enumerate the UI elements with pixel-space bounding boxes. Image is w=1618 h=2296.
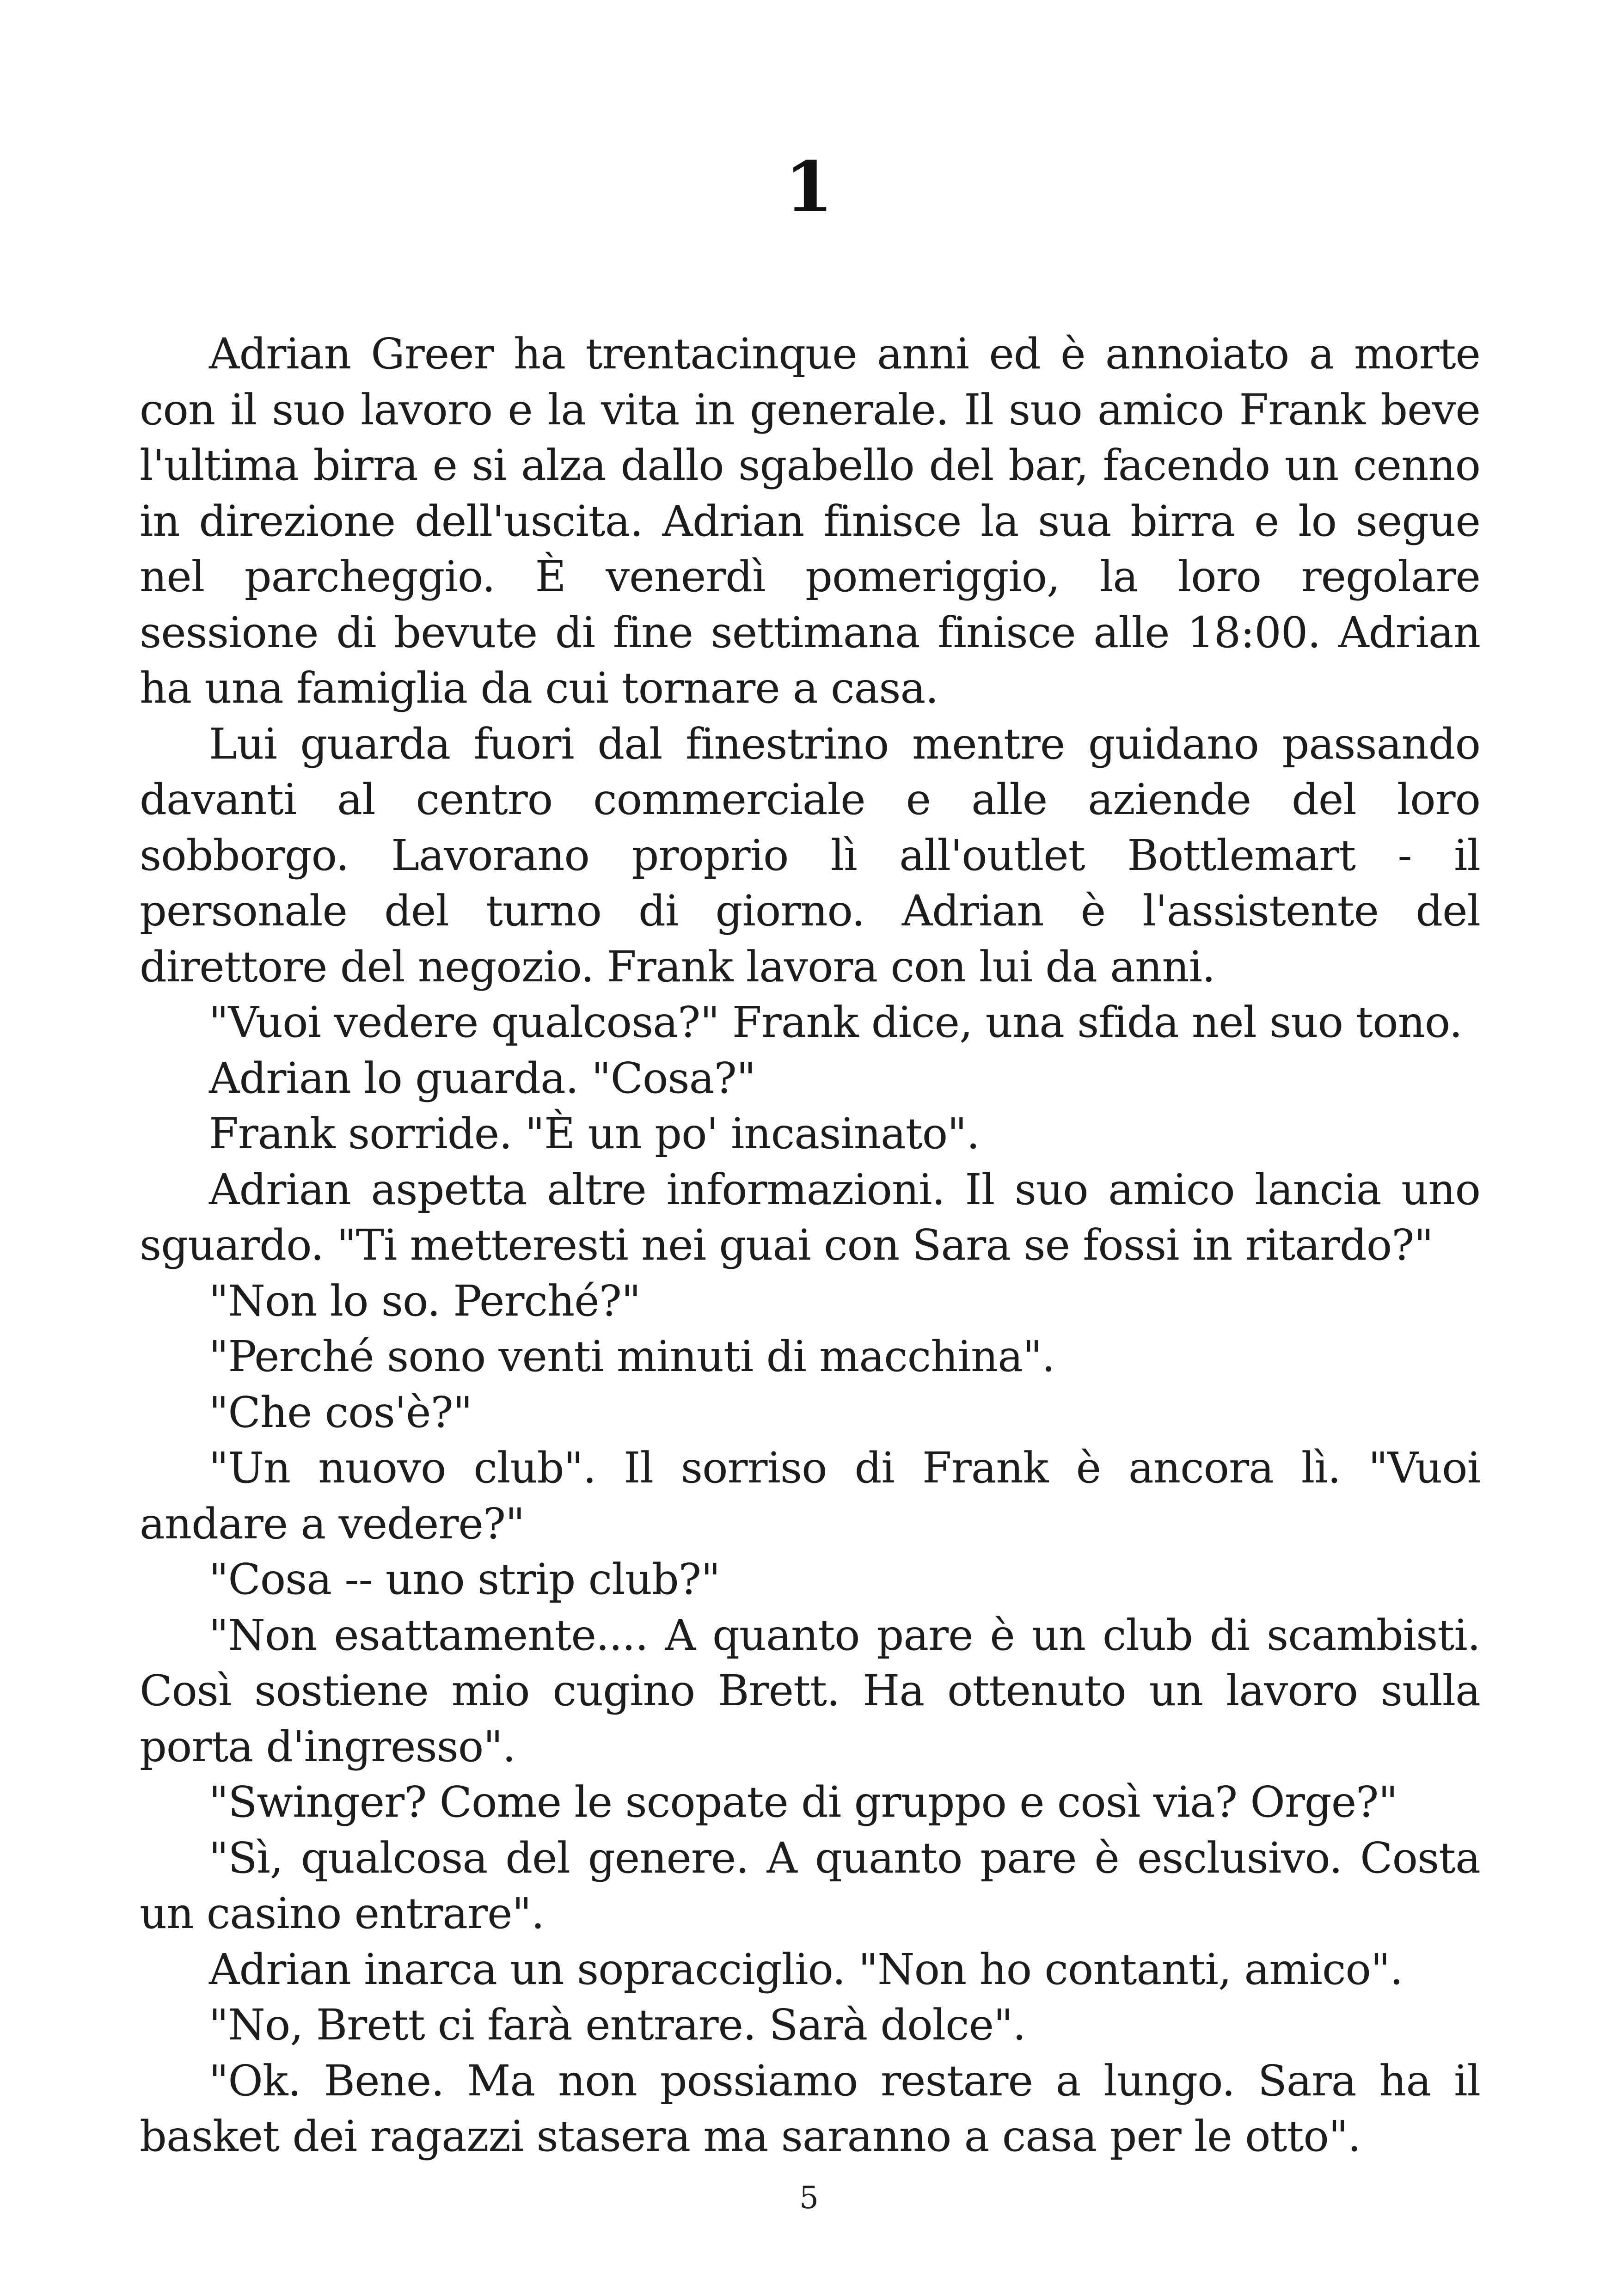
paragraph: "Sì, qualcosa del genere. A quanto pare è esclusivo. Costa un casino entrare". <box>140 1833 1480 1938</box>
paragraph: Adrian aspetta altre informazioni. Il suo amico lancia uno sguardo. "Ti metteresti nei guai con Sara se fossi in ritardo?" <box>140 1164 1480 1270</box>
paragraph: "Non lo so. Perché?" <box>209 1276 641 1326</box>
paragraph: Lui guarda fuori dal finestrino mentre guidano passando davanti al centro commerciale e alle aziende del loro sobborgo. Lavorano proprio lì all'outlet Bottlemart - il personale del turno di giorno. Adrian è l'assistente del direttore del negozio. Frank lavora con lui da anni. <box>140 719 1480 992</box>
paragraph: "Non esattamente.... A quanto pare è un club di scambisti. Così sostiene mio cugino Brett. Ha ottenuto un lavoro sulla porta d'ingresso". <box>140 1610 1480 1771</box>
paragraph: Adrian inarca un sopracciglio. "Non ho contanti, amico". <box>209 1944 1403 1994</box>
paragraph: "Che cos'è?" <box>209 1387 472 1437</box>
paragraph: Frank sorride. "È un po' incasinato". <box>209 1109 980 1158</box>
paragraph: "No, Brett ci farà entrare. Sarà dolce". <box>209 2000 1026 2050</box>
paragraph: "Perché sono venti minuti di macchina". <box>209 1332 1055 1381</box>
paragraph: Adrian Greer ha trentacinque anni ed è annoiato a morte con il suo lavoro e la vita in generale. Il suo amico Frank beve l'ultima birra e si alza dallo sgabello del bar, facendo un cenno in direzione dell'uscita. Adrian finisce la sua birra e lo segue nel parcheggio. È venerdì pomeriggio, la loro regolare sessione di bevute di fine settimana finisce alle 18:00. Adrian ha una famiglia da cui tornare a casa. <box>140 329 1480 713</box>
paragraph: "Cosa -- uno strip club?" <box>209 1555 720 1604</box>
paragraph: "Swinger? Come le scopate di gruppo e così via? Orge?" <box>209 1777 1397 1827</box>
paragraph: Adrian lo guarda. "Cosa?" <box>209 1053 756 1103</box>
page-number: 5 <box>799 2180 819 2216</box>
paragraph: "Un nuovo club". Il sorriso di Frank è ancora lì. "Vuoi andare a vedere?" <box>140 1443 1480 1549</box>
chapter-body <box>140 326 1480 2165</box>
chapter-number: 1 <box>784 147 834 228</box>
paragraph: "Vuoi vedere qualcosa?" Frank dice, una sfida nel suo tono. <box>209 998 1462 1047</box>
paragraph: "Ok. Bene. Ma non possiamo restare a lungo. Sara ha il basket dei ragazzi stasera ma saranno a casa per le otto". <box>140 2056 1480 2161</box>
